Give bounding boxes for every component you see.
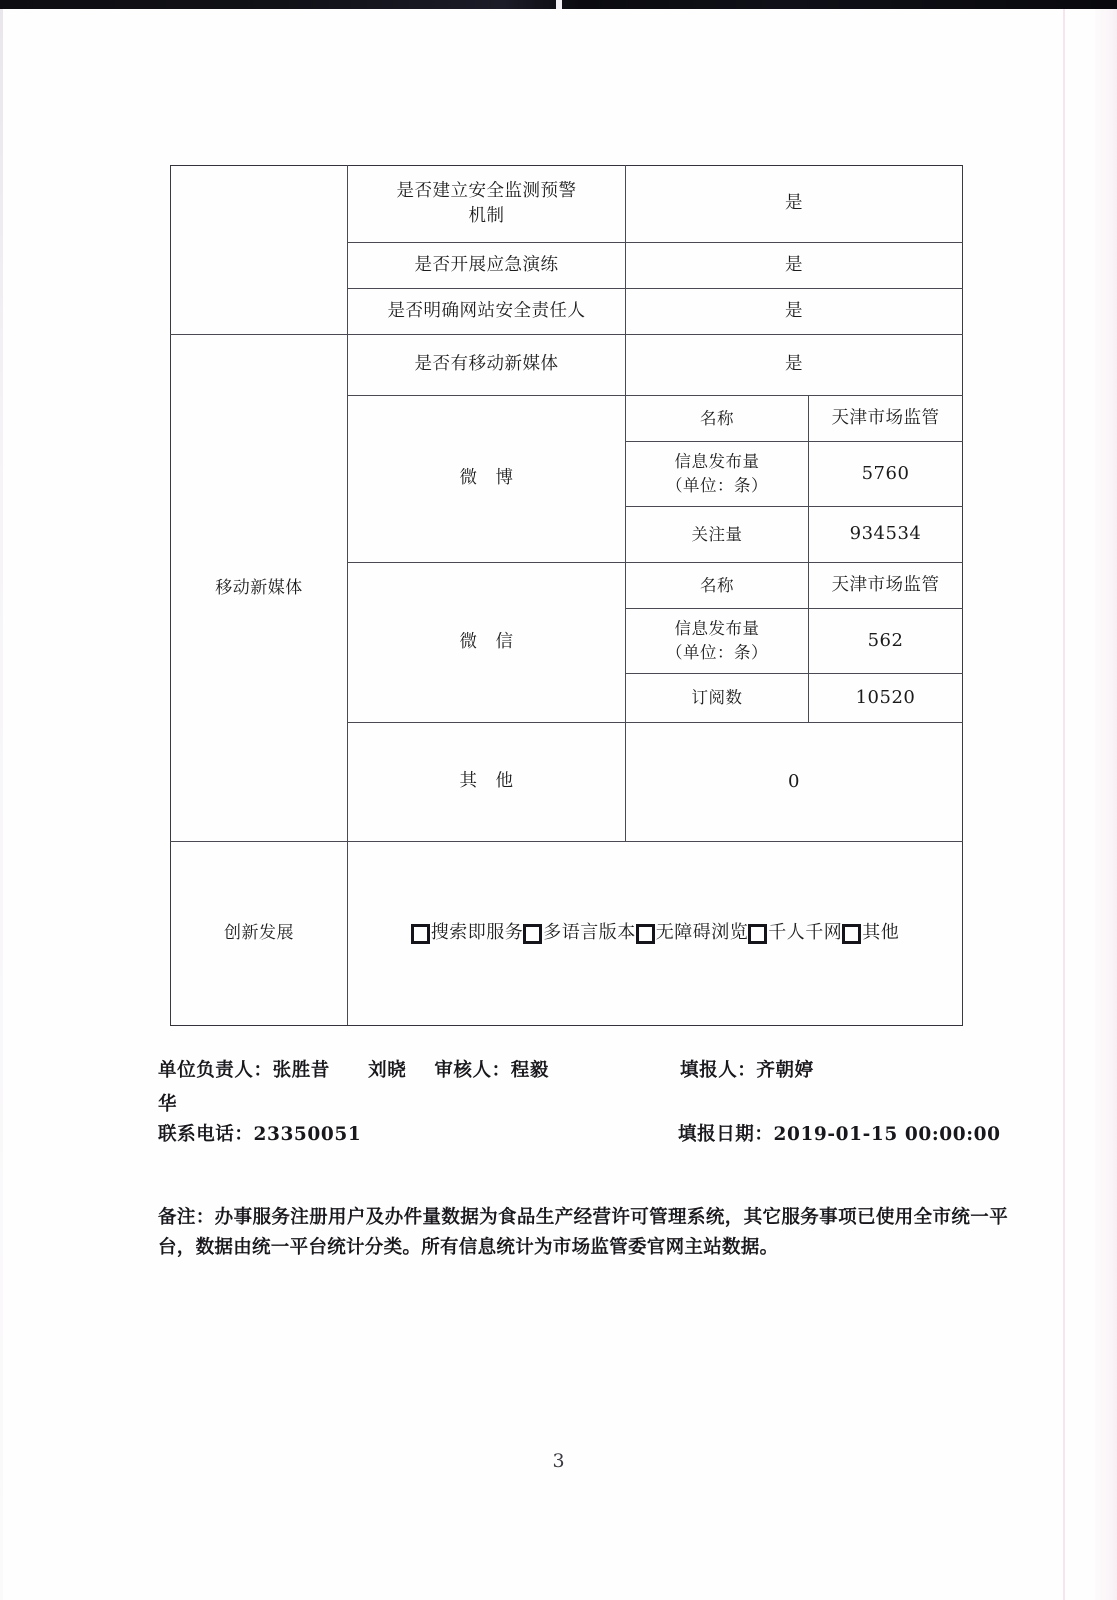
emergency-drill-value: 是: [626, 243, 963, 289]
emergency-drill-label: 是否开展应急演练: [348, 243, 626, 289]
other-media-value: 0: [626, 723, 963, 842]
weibo-label: 微 博: [348, 396, 626, 563]
scan-top-nick-artifact: [556, 0, 562, 9]
reporter-field: [680, 1056, 814, 1082]
weixin-name-value: 天津市场监管: [809, 563, 963, 609]
unit-head-names: 张胜昔 刘晓: [272, 1060, 407, 1081]
weixin-post-count-value: 562: [809, 609, 963, 674]
security-monitoring-value: 是: [626, 166, 963, 243]
unit-head-field: [158, 1056, 549, 1082]
weibo-post-count-label-line2: （单位：条）: [666, 476, 768, 495]
option-label: 多语言版本: [543, 922, 636, 944]
weixin-subscribers-value: 10520: [809, 674, 963, 723]
security-monitoring-label: [348, 166, 626, 243]
weibo-post-count-label-line1: 信息发布量: [674, 452, 760, 472]
checkbox-icon[interactable]: [748, 924, 767, 944]
weixin-label: 微 信: [348, 563, 626, 723]
weixin-post-count-label: [626, 609, 809, 674]
innovation-options-cell: [348, 842, 963, 1026]
weibo-post-count-label: [626, 442, 809, 507]
innovation-category-cell: 创新发展: [171, 842, 348, 1026]
option-search-as-service[interactable]: [411, 920, 524, 946]
phone-field: [158, 1120, 361, 1146]
table-row: [171, 166, 963, 243]
weibo-name-label: 名称: [626, 396, 809, 442]
option-personalized-sites[interactable]: [748, 920, 842, 946]
reviewer-name: 程毅: [510, 1060, 549, 1081]
signature-row-names: [158, 1056, 1038, 1115]
option-label: 无障碍浏览: [655, 922, 749, 944]
report-date-value: 2019-01-15 00:00:00: [773, 1124, 1001, 1145]
report-date-field: [678, 1120, 1001, 1146]
other-media-label: 其 他: [348, 723, 626, 842]
table-row: [171, 335, 963, 396]
checkbox-icon[interactable]: [636, 924, 655, 944]
mobile-media-category-cell: 移动新媒体: [171, 335, 348, 842]
reporter-label: 填报人：: [680, 1060, 757, 1081]
option-accessible-browsing[interactable]: [636, 920, 749, 946]
weibo-followers-label: 关注量: [626, 507, 809, 563]
weibo-followers-value: 934534: [809, 507, 963, 563]
innovation-options-line: [348, 920, 962, 946]
phone-value: 23350051: [253, 1124, 362, 1145]
unit-head-label: 单位负责人：: [158, 1060, 273, 1081]
option-label: 其他: [862, 922, 900, 944]
has-mobile-media-value: 是: [626, 335, 963, 396]
security-officer-label: 是否明确网站安全责任人: [348, 289, 626, 335]
remark-paragraph: 备注：办事服务注册用户及办件量数据为食品生产经营许可管理系统，其它服务事项已使用全市统一平台，数据由统一平台统计分类。所有信息统计为市场监管委官网主站数据。: [158, 1207, 1008, 1258]
unit-head-overflow: 华: [158, 1094, 178, 1115]
weixin-subscribers-label: 订阅数: [626, 674, 809, 723]
scan-pink-line-artifact: [1063, 9, 1065, 1600]
option-multilanguage[interactable]: [523, 920, 636, 946]
table-row: [171, 842, 963, 1026]
security-category-cell: [171, 166, 348, 335]
checkbox-icon[interactable]: [842, 924, 861, 944]
weibo-post-count-value: 5760: [809, 442, 963, 507]
phone-label: 联系电话：: [158, 1124, 254, 1145]
checkbox-icon[interactable]: [411, 924, 430, 944]
option-other[interactable]: [842, 920, 899, 946]
checkbox-icon[interactable]: [523, 924, 542, 944]
weixin-post-count-label-line1: 信息发布量: [674, 619, 760, 639]
signature-block: [158, 1056, 1038, 1158]
has-mobile-media-label: 是否有移动新媒体: [348, 335, 626, 396]
report-date-label: 填报日期：: [678, 1124, 774, 1145]
option-label: 千人千网: [768, 922, 843, 944]
security-monitoring-label-line1: 是否建立安全监测预警: [396, 180, 577, 201]
weixin-post-count-label-line2: （单位：条）: [666, 643, 768, 662]
reporter-name: 齐朝婷: [756, 1060, 814, 1081]
weixin-name-label: 名称: [626, 563, 809, 609]
reviewer-label: 审核人：: [434, 1060, 511, 1081]
security-monitoring-label-line2: 机制: [468, 206, 505, 226]
signature-row-contact: [158, 1120, 1038, 1158]
security-officer-value: 是: [626, 289, 963, 335]
page-number: 3: [552, 1450, 565, 1472]
option-label: 搜索即服务: [430, 922, 524, 944]
annual-report-form-table: [170, 165, 963, 1026]
scan-right-margin-artifact: [1095, 9, 1117, 1600]
weibo-name-value: 天津市场监管: [809, 396, 963, 442]
scan-left-edge-artifact: [0, 9, 3, 1600]
